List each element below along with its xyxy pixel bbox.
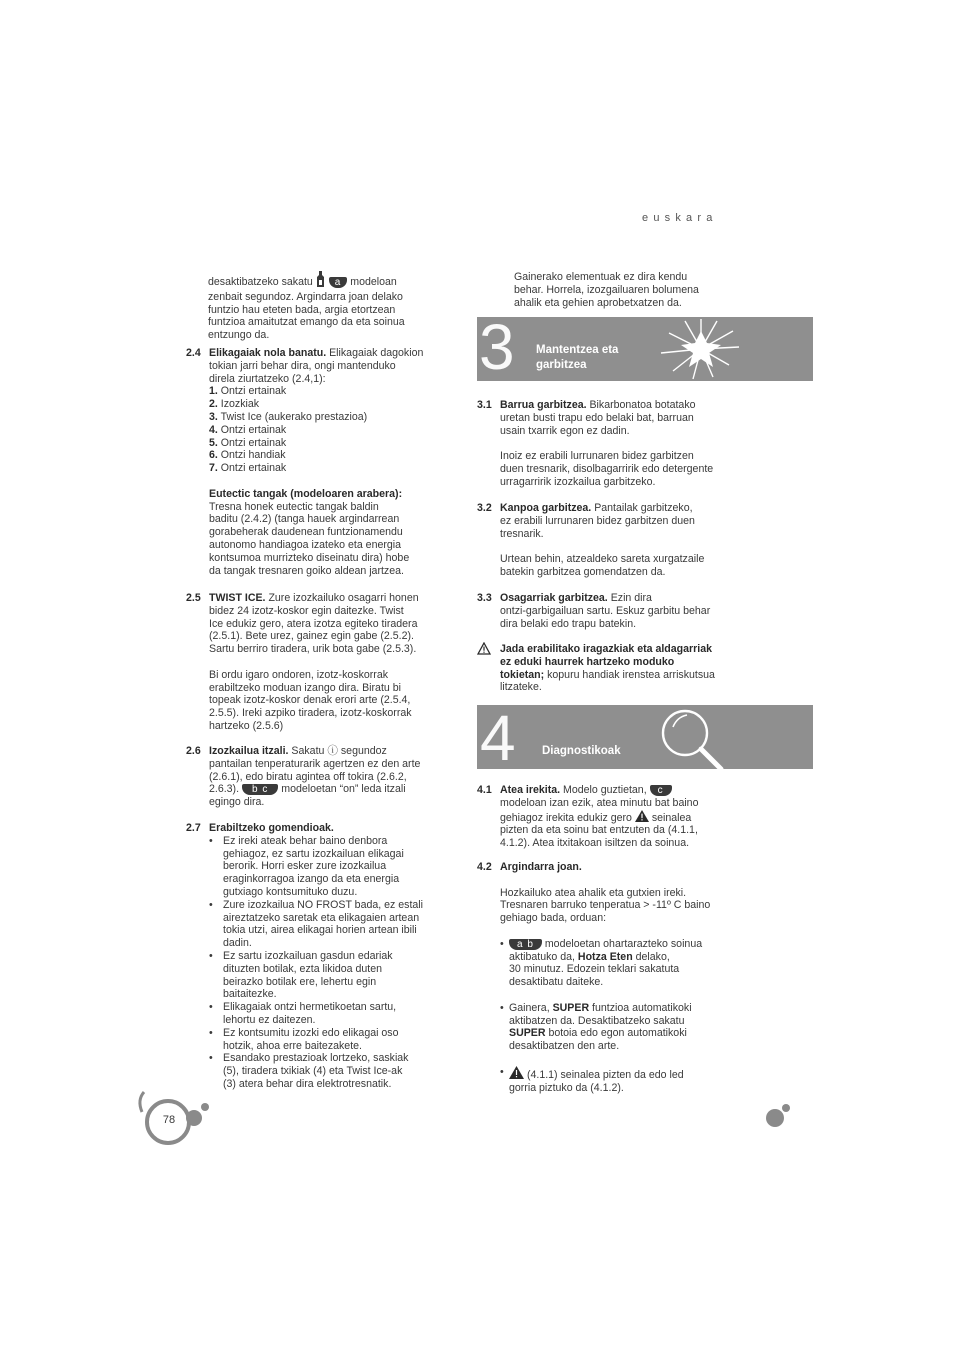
model-badge-ab: a b	[509, 939, 542, 950]
chapter-number: 3	[479, 317, 515, 381]
warning-icon	[509, 1066, 524, 1079]
list-item: • Ez kontsumitu izozki edo elikagai oso hotzik, ahoa erre baitezakete.	[209, 1027, 449, 1053]
list-item: • Gainera, SUPER funtzioa automatikoki aktibatzen da. Desaktibatzeko sakatu SUPER botoia edo egon automatikoki desaktibatzen den arte.	[500, 1001, 692, 1053]
bottle-icon	[316, 271, 326, 291]
list-item: 1. Ontzi ertainak	[209, 385, 287, 398]
list-item: 4. Ontzi ertainak	[209, 423, 287, 436]
section-banner-3	[477, 317, 813, 381]
list-item: • Ez ireki ateak behar baino denbora gehiagoz, ez sartu izozkailuan elikagai berorik. Horri esker zure izozkailua eraginkorragoa izango da eta energia gutxiago kontsumituko duzu.	[209, 835, 449, 899]
model-badge-a: a	[329, 277, 348, 288]
list-item: • Esandako prestazioak lortzeko, saskiak (5), tiradera txikiak (4) eta Twist Ice-ak (3) atera behar dira elektrotresnatik.	[209, 1052, 449, 1090]
section-title: Barrua garbitzea.	[500, 399, 587, 411]
list-item: • (4.1.1) seinalea pizten da edo led gorria piztuko da (4.1.2).	[500, 1065, 684, 1094]
section-title: Argindarra joan.	[500, 861, 582, 873]
sparkle-icon	[655, 317, 745, 381]
section-banner-4	[477, 705, 813, 769]
right-intro: Gainerako elementuak ez dira kendu behar. Horrela, izozgailuaren bolumena ahalik eta gehien aprobetxatzen da.	[514, 271, 699, 309]
section-title: Erabiltzeko gomendioak.	[209, 822, 334, 834]
warning-icon	[635, 810, 649, 822]
section-number: 2.7	[186, 822, 201, 834]
list-item: • Zure izozkailua NO FROST bada, ez estali aireztatzeko saretak eta elikagaien artean tokia utzi, airea elikagai horien artean ibili dadin.	[209, 899, 449, 950]
chapter-number: 4	[480, 705, 516, 769]
list-item: • a b modeloetan ohartarazteko soinua aktibatuko da, Hotza Eten delako, 30 minutuz. Edozein teklari sakatuta desaktibatu daiteke.	[500, 937, 703, 989]
language-label: euskara	[642, 212, 718, 224]
section-number: 2.6	[186, 745, 201, 757]
list-item: 6. Ontzi handiak	[209, 449, 286, 462]
recommendations-list	[209, 835, 449, 1091]
chapter-title: Diagnostikoak	[542, 745, 621, 757]
model-badge-c: c	[650, 785, 672, 796]
list-item: 5. Ontzi ertainak	[209, 436, 287, 449]
section-title: Atea irekita.	[500, 784, 561, 796]
section-title: Kanpoa garbitzea.	[500, 502, 592, 514]
list-item: • Ez sartu izozkailuan gasdun edariak dituzten botilak, ezta likidoa duten beirazko botilak ere, lehertu egin baitaitezke.	[209, 950, 449, 1001]
section-title: Elikagaiak nola banatu.	[209, 347, 327, 359]
magnifier-icon	[661, 705, 731, 769]
page-number: 78	[162, 1114, 176, 1126]
model-badge-bc: b c	[242, 784, 278, 795]
list-item: 7. Ontzi ertainak	[209, 462, 287, 475]
warning-icon	[477, 642, 491, 655]
list-item: 3. Twist Ice (aukerako prestazioa)	[209, 410, 368, 423]
list-item: 2. Izozkiak	[209, 398, 260, 411]
section-number: 2.4	[186, 347, 201, 359]
chapter-title: Mantentzea eta garbitzea	[536, 344, 619, 371]
eutectic-title: Eutectic tangak (modeloaren arabera):	[209, 487, 403, 500]
left-intro: desaktibatzeko sakatu a modeloan zenbait segundoz. Argindarra joan delako funtzio hau eteten bada, argia etortzean funtzioa amaitutzat emango da eta soinua entzungo da.	[208, 271, 448, 342]
list-item: • Elikagaiak ontzi hermetikoetan sartu, lehortu ez daitezen.	[209, 1001, 449, 1027]
section-title: Izozkailua itzali.	[209, 745, 289, 757]
section-title: Osagarriak garbitzea.	[500, 592, 608, 604]
section-number: 2.5	[186, 592, 201, 604]
corner-dots-decoration	[760, 1098, 800, 1134]
section-title: TWIST ICE.	[209, 592, 266, 604]
